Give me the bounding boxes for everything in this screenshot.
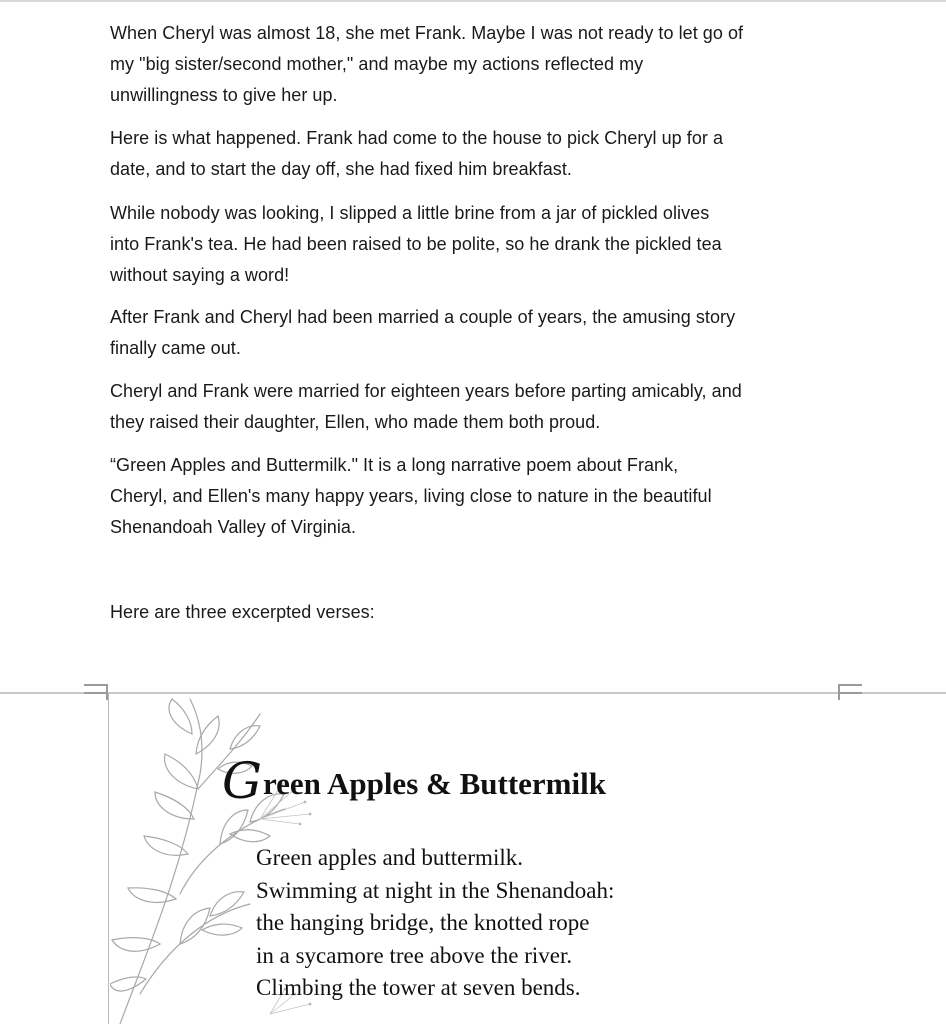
- poem-line: Green apples and buttermilk.: [256, 845, 523, 870]
- paragraph-excerpt-intro: Here are three excerpted verses:: [110, 602, 375, 622]
- left-margin-guide: [108, 694, 109, 1024]
- paragraph-poem-description: “Green Apples and Buttermilk." It is a long narrative poem about Frank, Cheryl, and Ellen's many happy years, living close to nature in the beautiful Shenandoah Valley of Virginia.: [110, 455, 712, 537]
- page-top-edge: [0, 0, 946, 2]
- poem-line: the hanging bridge, the knotted rope: [256, 910, 590, 935]
- paragraph-story-came-out: After Frank and Cheryl had been married a couple of years, the amusing story finally came out.: [110, 307, 736, 358]
- paragraph-what-happened: Here is what happened. Frank had come to the house to pick Cheryl up for a date, and to start the day off, she had fixed him breakfast.: [110, 128, 724, 179]
- poem-line: Climbing the tower at seven bends.: [256, 975, 581, 1000]
- paragraph-pickled-tea: While nobody was looking, I slipped a little brine from a jar of pickled olives into Frank's tea. He had been raised to be polite, so he drank the pickled tea without saying a word!: [110, 203, 722, 285]
- crop-mark-left-icon: [84, 684, 108, 694]
- poem-title-text: reen Apples & Buttermilk: [262, 766, 606, 801]
- poem-line: Swimming at night in the Shenandoah:: [256, 877, 615, 903]
- poem-line: in a sycamore tree above the river.: [256, 942, 573, 968]
- crop-mark-right-corner-icon: [838, 686, 842, 700]
- poem-title-initial: G: [222, 752, 262, 810]
- paragraph-married-eighteen-years: Cheryl and Frank were married for eighteen years before parting amicably, and they raised their daughter, Ellen, who made them both proud.: [110, 381, 742, 432]
- poem-title: [222, 752, 606, 810]
- poem-verse: [256, 842, 614, 1005]
- paragraph-cheryl-met-frank: When Cheryl was almost 18, she met Frank. Maybe I was not ready to let go of my "big sister/second mother," and maybe my actions reflected my unwillingness to give her up.: [110, 23, 744, 105]
